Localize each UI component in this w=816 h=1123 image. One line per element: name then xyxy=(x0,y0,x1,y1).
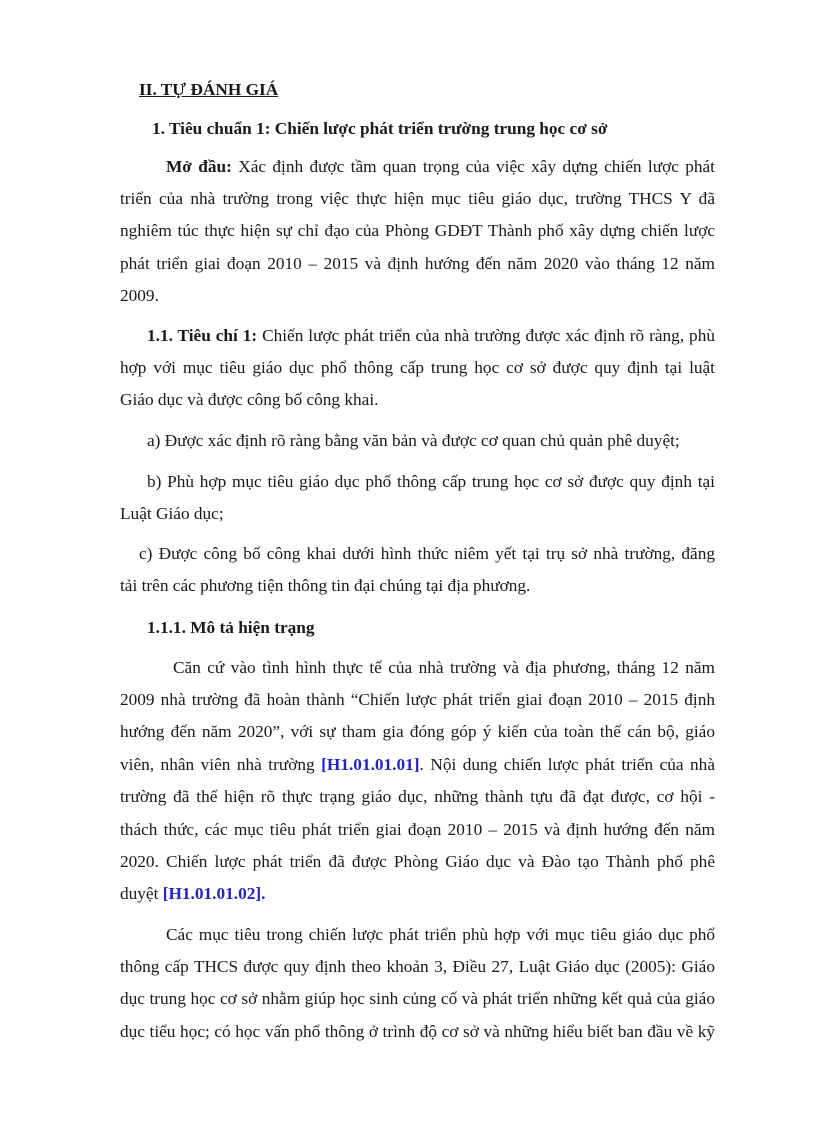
para2-line-4: dục tiểu học; có học vấn phổ thông ở trình độ cơ sở và những hiểu biết ban đầu về kỹ xyxy=(120,1022,715,1041)
standard-heading: 1. Tiêu chuẩn 1: Chiến lược phát triển trường trung học cơ sở xyxy=(152,119,608,138)
item-b-line-2: Luật Giáo dục; xyxy=(120,504,224,523)
para1-line-1: Căn cứ vào tình hình thực tế của nhà trường và địa phương, tháng 12 năm xyxy=(173,658,715,677)
para1-line-5: trường đã thể hiện rõ thực trạng giáo dục, những thành tựu đã đạt được, cơ hội - xyxy=(120,787,715,806)
para1-line-6: thách thức, các mục tiêu phát triển giai đoạn 2010 – 2015 và định hướng đến năm xyxy=(120,820,715,839)
item-c-line-2: tải trên các phương tiện thông tin đại chúng tại địa phương. xyxy=(120,576,531,595)
para1-line-8-pre: duyệt xyxy=(120,884,163,903)
para1-line-2: 2009 nhà trường đã hoàn thành “Chiến lược phát triển giai đoạn 2010 – 2015 định xyxy=(120,690,715,709)
intro-line-4: phát triển giai đoạn 2010 – 2015 và định hướng đến năm 2020 vào tháng 12 năm xyxy=(120,254,715,273)
intro-label: Mở đầu: xyxy=(166,157,232,176)
criterion-line-3: Giáo dục và được công bố công khai. xyxy=(120,390,379,409)
section-title: II. TỰ ĐÁNH GIÁ xyxy=(139,80,279,99)
criterion-label: 1.1. Tiêu chí 1: xyxy=(147,326,258,345)
para2-line-1: Các mục tiêu trong chiến lược phát triển phù hợp với mục tiêu giáo dục phổ xyxy=(166,925,715,944)
subsection-heading: 1.1.1. Mô tả hiện trạng xyxy=(147,618,315,637)
intro-line-5: 2009. xyxy=(120,286,159,305)
item-c-line-1: c) Được công bố công khai dưới hình thức niêm yết tại trụ sở nhà trường, đăng xyxy=(139,544,715,563)
criterion-line-2: hợp với mục tiêu giáo dục phổ thông cấp trung học cơ sở được quy định tại luật xyxy=(120,358,715,377)
para2-line-3: dục trung học cơ sở nhằm giúp học sinh củng cố và phát triển những kết quả của giáo xyxy=(120,989,715,1008)
para1-line-4-post: . Nội dung chiến lược phát triển của nhà xyxy=(419,755,715,774)
para2-line-2: thông cấp THCS được quy định theo khoản 3, Điều 27, Luật Giáo dục (2005): Giáo xyxy=(120,957,715,976)
criterion-line-1 xyxy=(147,325,715,347)
intro-line-2: triển của nhà trường trong việc thực hiện mục tiêu giáo dục, trường THCS Y đã xyxy=(120,189,715,208)
criterion-text-1: Chiến lược phát triển của nhà trường được xác định rõ ràng, phù xyxy=(257,326,715,345)
para1-line-8 xyxy=(120,883,715,905)
intro-text-1: Xác định được tầm quan trọng của việc xây dựng chiến lược phát xyxy=(231,157,715,176)
item-a: a) Được xác định rõ ràng bằng văn bản và được cơ quan chủ quản phê duyệt; xyxy=(147,431,680,450)
intro-line-1 xyxy=(166,156,715,178)
para1-line-7: 2020. Chiến lược phát triển đã được Phòng Giáo dục và Đào tạo Thành phố phê xyxy=(120,852,715,871)
para1-line-4-pre: viên, nhân viên nhà trường xyxy=(120,755,322,774)
intro-line-3: nghiêm túc thực hiện sự chỉ đạo của Phòng GDĐT Thành phố xây dựng chiến lược xyxy=(120,221,715,240)
para1-line-4 xyxy=(120,754,715,776)
item-b-line-1: b) Phù hợp mục tiêu giáo dục phổ thông cấp trung học cơ sở được quy định tại xyxy=(147,472,715,491)
evidence-ref-1[interactable]: [H1.01.01.01] xyxy=(321,755,420,774)
para1-line-3: hướng đến năm 2020”, với sự tham gia đóng góp ý kiến của toàn thể cán bộ, giáo xyxy=(120,722,715,741)
evidence-ref-2[interactable]: [H1.01.01.02]. xyxy=(162,884,266,903)
